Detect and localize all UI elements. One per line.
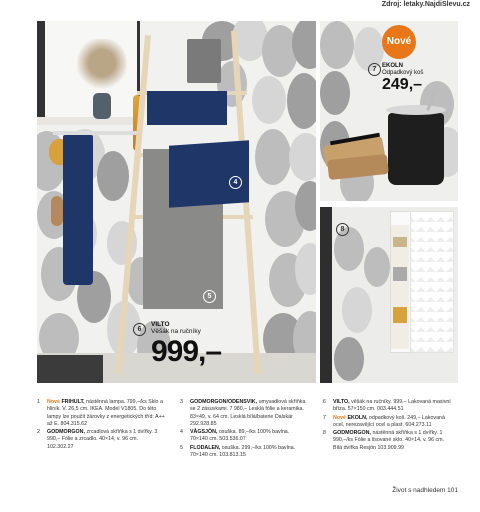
product-item-1: 1 Nové FRIHULT, nástěnná lampa. 799,–/ks Sklo a hliník. V. 26,5 cm. IKEA. Model V1805. Do této lampy lze použít žárovky z energetických tříd: A++ až E. 804.315.62: [37, 399, 165, 427]
product-column-2: [180, 399, 308, 460]
trash-bin-photo: [320, 21, 458, 201]
cabinet-door: [410, 211, 454, 353]
vilto-name: VILTO: [151, 321, 170, 328]
badge-4: 4: [229, 176, 242, 189]
bath-mat: [37, 355, 103, 383]
product-item-2: 2 GODMORGON, zrcadlová skříňka s 1 dvířky. 3 990,– Fólie a zrcadlo. 40×14, v. 96 cm. 102.302.27: [37, 429, 158, 450]
bathroom-photo: [37, 21, 316, 383]
product-item-6: 6 VILTO, věšák na ručníky. 999,– Lakovaná masivní bříza. 57×150 cm. 003.444.51: [323, 399, 451, 413]
hanging-basket: [187, 39, 221, 83]
product-item-7: 7 Nové EKOLN, odpadkový koš. 249,– Lakovaná ocel, nerezavějící ocel a plast. 604.273.11: [323, 414, 445, 428]
blue-towel-middle: [169, 140, 249, 208]
badge-5: 5: [203, 290, 216, 303]
ekoln-price: 249,–: [382, 76, 423, 93]
product-item-5: 5 FLODALEN, osuška. 299,–/ks 100% bavlna. 70×140 cm. 103.813.15: [180, 444, 296, 459]
product-item-8: 8 GODMORGON, nástěnná skříňka s 1 dvířky. 1 990,–/ks Fólie a lisované sklo. 40×14, v. 96 cm. Bílá dvířka Resjön 103.909.99: [323, 430, 445, 451]
vilto-desc: Věšák na ručníky: [151, 328, 201, 335]
ekoln-name: EKOLN: [382, 63, 403, 69]
trash-bin: [388, 113, 444, 185]
new-badge: Nové: [382, 25, 416, 59]
badge-8: 8: [336, 223, 349, 236]
badge-7: 7: [368, 63, 381, 76]
badge-6: 6: [133, 323, 146, 336]
bath-brush: [51, 196, 63, 226]
product-item-4: 4 VÅGSJÖN, osuška. 89,–/ks 100% bavlna. 70×140 cm. 503.536.07: [180, 429, 290, 443]
page-footer: Život s nadhledem 101: [392, 487, 458, 494]
product-item-3: 3 GODMORGON/ODENSVIK, umyvadlová skříňka se 2 zásuvkami. 7 980,– Lesklá fólie a keramika. 83×49, v. 64 cm. Lesklá bílá/baterie Dalskär 292.928.85: [180, 399, 306, 427]
vilto-price: 999,–: [151, 335, 222, 368]
blue-towel-top: [147, 91, 227, 125]
vase: [93, 93, 111, 119]
product-column-3: [323, 399, 451, 453]
hanging-blue-towel: [63, 135, 93, 285]
cabinet-photo: [320, 207, 458, 383]
ekoln-desc: Odpadkový koš: [382, 70, 424, 76]
plant: [77, 39, 127, 99]
product-column-1: [37, 399, 165, 452]
source-credit: Zdroj: letaky.NajdiSlevu.cz: [381, 1, 470, 8]
